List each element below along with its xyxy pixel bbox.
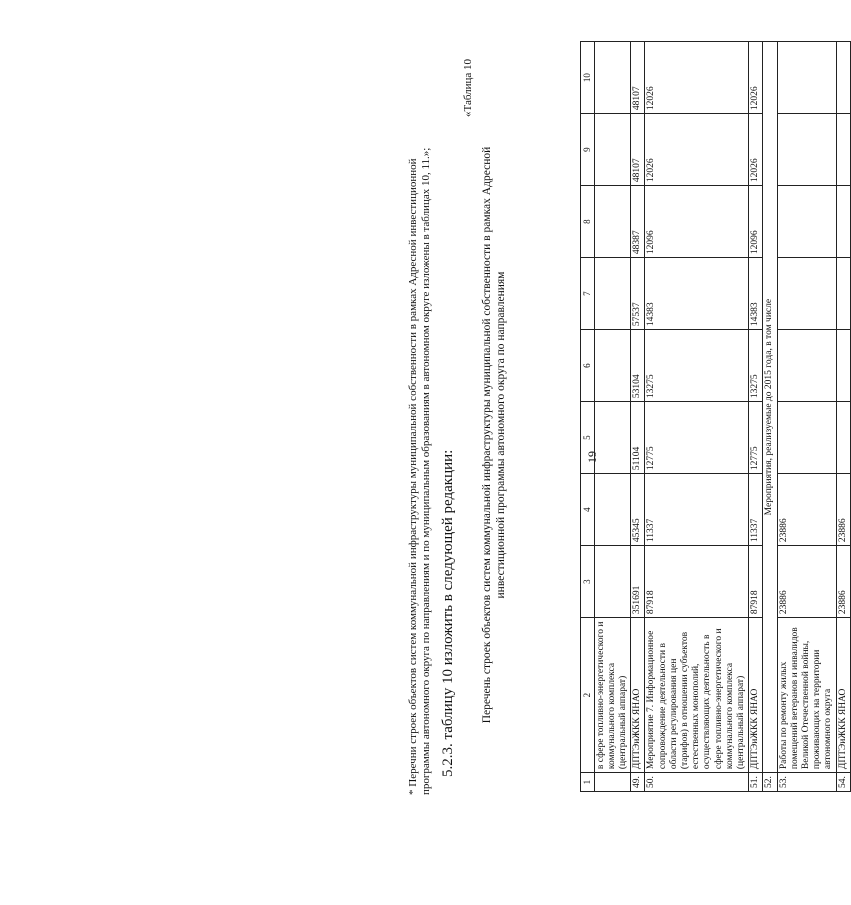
- value-cell: [836, 42, 850, 114]
- value-cell: [594, 114, 631, 186]
- row-number: 54.: [836, 773, 850, 792]
- table-row: [763, 42, 777, 792]
- row-name: ДПТЭиЖКК ЯНАО: [631, 618, 645, 773]
- value-cell: [777, 330, 836, 402]
- value-cell: 351691: [631, 546, 645, 618]
- row-name: ДПТЭиЖКК ЯНАО: [836, 618, 850, 773]
- table-caption: Перечень строек объектов систем коммунальной инфраструктуры муниципальной собственности в рамках Адресной инвестиционной программы автономного округа по направлениям: [481, 146, 508, 724]
- value-cell: [594, 186, 631, 258]
- value-cell: [836, 186, 850, 258]
- page-number: 19: [585, 451, 599, 463]
- value-cell: 12026: [645, 114, 749, 186]
- row-name: Работы по ремонту жилых помещений ветеранов и инвалидов Великой Отечественной войны, проживающих на территории автономного округа: [777, 618, 836, 773]
- header-cell: 9: [581, 114, 595, 186]
- value-cell: 23886: [836, 546, 850, 618]
- row-number: 50.: [645, 773, 749, 792]
- value-cell: [777, 42, 836, 114]
- table-row: [749, 42, 763, 792]
- row-number: 49.: [631, 773, 645, 792]
- value-cell: 12096: [645, 186, 749, 258]
- value-cell: [594, 474, 631, 546]
- value-cell: 23886: [777, 546, 836, 618]
- header-cell: 3: [581, 546, 595, 618]
- value-cell: 12775: [645, 402, 749, 474]
- row-name: в сфере топливно-энергетического и коммунального комплекса (центральный аппарат): [594, 618, 631, 773]
- row-number: 53.: [777, 773, 836, 792]
- header-cell: 7: [581, 258, 595, 330]
- header-cell: 8: [581, 186, 595, 258]
- value-cell: 11337: [645, 474, 749, 546]
- value-cell: 23886: [836, 474, 850, 546]
- value-cell: 12775: [749, 402, 763, 474]
- section-instruction: 5.2.3. таблицу 10 изложить в следующей редакции:: [440, 449, 456, 777]
- value-cell: [594, 330, 631, 402]
- row-number: [594, 773, 631, 792]
- value-cell: [594, 402, 631, 474]
- value-cell: 14383: [749, 258, 763, 330]
- row-number: 51.: [749, 773, 763, 792]
- value-cell: 53104: [631, 330, 645, 402]
- value-cell: 48387: [631, 186, 645, 258]
- value-cell: 87918: [645, 546, 749, 618]
- row-number: 52.: [763, 773, 777, 792]
- value-cell: [836, 330, 850, 402]
- value-cell: 13275: [645, 330, 749, 402]
- header-cell: 10: [581, 42, 595, 114]
- value-cell: 48107: [631, 42, 645, 114]
- budget-table: [580, 41, 851, 792]
- header-cell: 6: [581, 330, 595, 402]
- table-row: [594, 42, 631, 792]
- value-cell: [777, 114, 836, 186]
- value-cell: 23886: [777, 474, 836, 546]
- value-cell: 51104: [631, 402, 645, 474]
- value-cell: 87918: [749, 546, 763, 618]
- table-row: [631, 42, 645, 792]
- header-cell: 2: [581, 618, 595, 773]
- header-cell: 5: [581, 402, 595, 474]
- value-cell: 12026: [749, 114, 763, 186]
- row-name: Мероприятие 7. Информационное сопровождение деятельности в области регулирования цен (тарифов) в отношении субъектов естественных монополий, осуществляющих деятельность в сфере топливно-энергетического и коммунального комплекса (центральный аппарат): [645, 618, 749, 773]
- value-cell: 12026: [749, 42, 763, 114]
- value-cell: 48107: [631, 114, 645, 186]
- value-cell: [836, 402, 850, 474]
- header-row: [581, 42, 595, 792]
- header-cell: 1: [581, 773, 595, 792]
- value-cell: 14383: [645, 258, 749, 330]
- table-row: [645, 42, 749, 792]
- row-name: ДПТЭиЖКК ЯНАО: [749, 618, 763, 773]
- value-cell: [594, 546, 631, 618]
- table-row: [777, 42, 836, 792]
- header-cell: 4: [581, 474, 595, 546]
- value-cell: 45345: [631, 474, 645, 546]
- footnote: * Перечни строек объектов систем коммунальной инфраструктуры муниципальной собственности в рамках Адресной инвестиционной программы автономного округа по направлениям и по муниципальным образованиям в автономном округе изложены в таблицах 10, 11.»;: [407, 147, 433, 795]
- value-cell: [836, 258, 850, 330]
- section-row-label: Мероприятия, реализуемые до 2015 года, в том числе: [763, 42, 777, 773]
- value-cell: 13275: [749, 330, 763, 402]
- table-row: [836, 42, 850, 792]
- value-cell: 57537: [631, 258, 645, 330]
- value-cell: 11337: [749, 474, 763, 546]
- value-cell: [594, 42, 631, 114]
- table-label: «Таблица 10: [462, 58, 474, 117]
- value-cell: [777, 402, 836, 474]
- value-cell: [594, 258, 631, 330]
- value-cell: [777, 258, 836, 330]
- value-cell: [836, 114, 850, 186]
- value-cell: 12026: [645, 42, 749, 114]
- value-cell: [777, 186, 836, 258]
- value-cell: 12096: [749, 186, 763, 258]
